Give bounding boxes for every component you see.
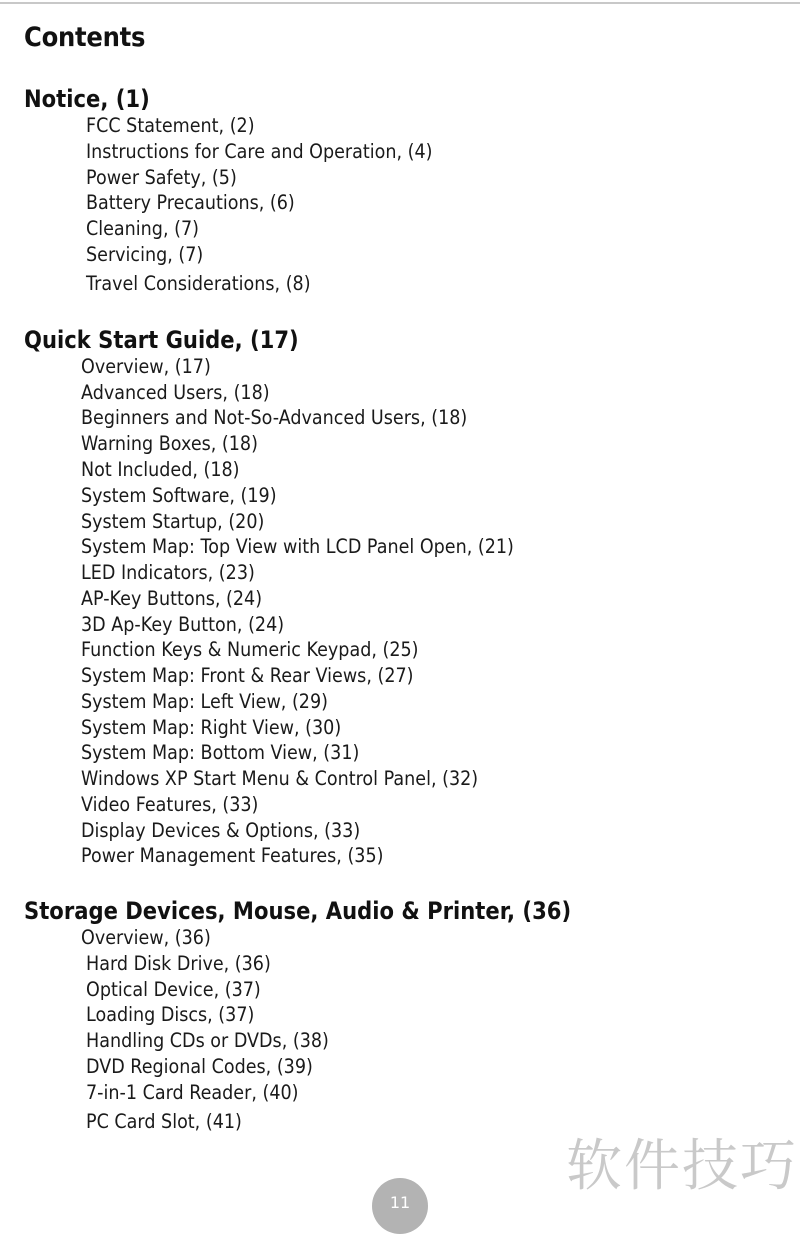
- toc-entry: PC Card Slot, (41): [86, 1110, 242, 1133]
- toc-entry: Advanced Users, (18): [81, 381, 270, 404]
- toc-entry: Not Included, (18): [81, 458, 240, 481]
- toc-entry: Servicing, (7): [86, 243, 204, 266]
- toc-entry: System Map: Right View, (30): [81, 716, 342, 739]
- toc-entry: AP-Key Buttons, (24): [81, 587, 263, 610]
- toc-entry: DVD Regional Codes, (39): [86, 1055, 313, 1078]
- toc-entry: System Map: Front & Rear Views, (27): [81, 664, 414, 687]
- toc-entry: Power Safety, (5): [86, 166, 237, 189]
- section-heading-quick-start: Quick Start Guide, (17): [24, 326, 299, 354]
- toc-entry: Function Keys & Numeric Keypad, (25): [81, 638, 419, 661]
- toc-entry: Handling CDs or DVDs, (38): [86, 1029, 329, 1052]
- toc-entry: Overview, (36): [81, 926, 211, 949]
- toc-entry: System Map: Top View with LCD Panel Open, (21): [81, 535, 514, 558]
- toc-entry: 7-in-1 Card Reader, (40): [86, 1081, 299, 1104]
- toc-entry: Beginners and Not-So-Advanced Users, (18): [81, 406, 468, 429]
- toc-entry: LED Indicators, (23): [81, 561, 255, 584]
- toc-entry: Overview, (17): [81, 355, 211, 378]
- toc-entry: Display Devices & Options, (33): [81, 819, 361, 842]
- section-heading-storage: Storage Devices, Mouse, Audio & Printer, (36): [24, 897, 572, 925]
- section-heading-notice: Notice, (1): [24, 85, 150, 113]
- toc-entry: Travel Considerations, (8): [86, 272, 311, 295]
- toc-entry: Optical Device, (37): [86, 978, 261, 1001]
- toc-entry: Windows XP Start Menu & Control Panel, (32): [81, 767, 479, 790]
- watermark: 软件技巧: [566, 1134, 798, 1199]
- toc-entry: Instructions for Care and Operation, (4): [86, 140, 433, 163]
- toc-entry: System Map: Left View, (29): [81, 690, 328, 713]
- page-number-badge: [372, 1178, 428, 1234]
- toc-entry: System Map: Bottom View, (31): [81, 741, 360, 764]
- toc-entry: Battery Precautions, (6): [86, 191, 295, 214]
- top-rule: [0, 2, 800, 4]
- toc-entry: Power Management Features, (35): [81, 844, 384, 867]
- page-number: 11: [389, 1193, 411, 1212]
- toc-entry: Video Features, (33): [81, 793, 259, 816]
- toc-entry: System Startup, (20): [81, 510, 265, 533]
- toc-entry: Warning Boxes, (18): [81, 432, 258, 455]
- toc-entry: System Software, (19): [81, 484, 277, 507]
- page-title: Contents: [24, 22, 146, 53]
- toc-entry: FCC Statement, (2): [86, 114, 255, 137]
- toc-entry: Hard Disk Drive, (36): [86, 952, 271, 975]
- toc-entry: Loading Discs, (37): [86, 1003, 255, 1026]
- toc-entry: 3D Ap-Key Button, (24): [81, 613, 285, 636]
- toc-entry: Cleaning, (7): [86, 217, 199, 240]
